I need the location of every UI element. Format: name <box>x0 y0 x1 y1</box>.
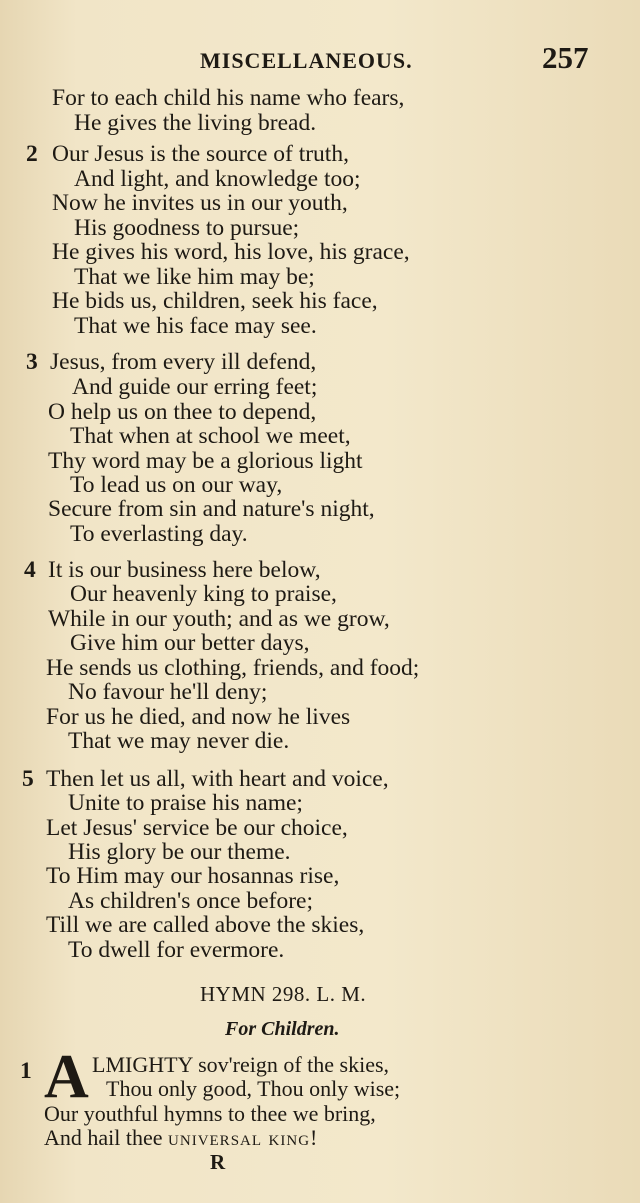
hymn-line: That when at school we meet, <box>70 423 351 449</box>
signature-mark: R <box>210 1150 226 1174</box>
verse-number: 3 <box>26 349 38 375</box>
hymn-line: That we may never die. <box>68 728 290 754</box>
hymn-line-end: ! <box>310 1125 318 1150</box>
hymn-line: Our youthful hymns to thee we bring, <box>44 1101 376 1126</box>
verse-number: 2 <box>26 141 38 167</box>
hymn-line: He sends us clothing, friends, and food; <box>46 655 420 681</box>
hymn-line: Give him our better days, <box>70 630 310 656</box>
hymn-line: For to each child his name who fears, <box>52 85 405 111</box>
hymn-line: To everlasting day. <box>70 521 248 547</box>
hymn-line: Our heavenly king to praise, <box>70 581 337 607</box>
hymn-line: Now he invites us in our youth, <box>52 190 348 216</box>
verse-number: 5 <box>22 766 34 792</box>
page-number: 257 <box>542 40 589 75</box>
hymn-line: To Him may our hosannas rise, <box>46 863 340 889</box>
hymn-line: For us he died, and now he lives <box>46 704 351 730</box>
verse-number: 1 <box>20 1058 32 1084</box>
hymn-line: He bids us, children, seek his face, <box>52 288 378 314</box>
hymn-line: He gives the living bread. <box>74 110 317 136</box>
hymn-line <box>44 1126 317 1150</box>
hymn-line: LMIGHTY sov'reign of the skies, <box>92 1052 390 1077</box>
hymn-line: Jesus, from every ill defend, <box>50 349 317 375</box>
hymn-line: To lead us on our way, <box>70 472 283 498</box>
hymn-line: He gives his word, his love, his grace, <box>52 239 410 265</box>
hymn-line: No favour he'll deny; <box>68 679 268 705</box>
hymn-line: Secure from sin and nature's night, <box>48 496 375 522</box>
hymn-line-start: And hail thee <box>44 1125 169 1150</box>
hymn-line: Then let us all, with heart and voice, <box>46 766 389 792</box>
hymn-line: To dwell for evermore. <box>68 937 285 963</box>
hymn-line: That we like him may be; <box>74 264 315 290</box>
hymn-line: And light, and knowledge too; <box>74 166 361 192</box>
hymn-line: O help us on thee to depend, <box>48 399 317 425</box>
hymn-line: It is our business here below, <box>48 557 321 583</box>
hymn-line: His glory be our theme. <box>68 839 291 865</box>
hymn-line: While in our youth; and as we grow, <box>48 606 390 632</box>
hymn-title: HYMN 298. L. M. <box>200 982 367 1006</box>
hymn-line: Thy word may be a glorious light <box>48 448 363 474</box>
drop-cap: A <box>44 1043 89 1111</box>
hymn-line: Thou only good, Thou only wise; <box>106 1076 401 1101</box>
hymn-line: His goodness to pursue; <box>74 215 300 241</box>
hymn-subtitle: For Children. <box>225 1018 340 1040</box>
hymn-line: Let Jesus' service be our choice, <box>46 815 348 841</box>
hymn-line-smallcaps: universal king <box>168 1125 311 1150</box>
hymn-line: Till we are called above the skies, <box>46 912 365 938</box>
hymn-line: And guide our erring feet; <box>72 374 318 400</box>
hymn-line: As children's once before; <box>68 888 314 914</box>
hymn-line: Our Jesus is the source of truth, <box>52 141 349 167</box>
verse-number: 4 <box>24 557 36 583</box>
hymn-line: Unite to praise his name; <box>68 790 303 816</box>
running-head: MISCELLANEOUS. <box>200 48 413 73</box>
hymn-line: That we his face may see. <box>74 313 317 339</box>
